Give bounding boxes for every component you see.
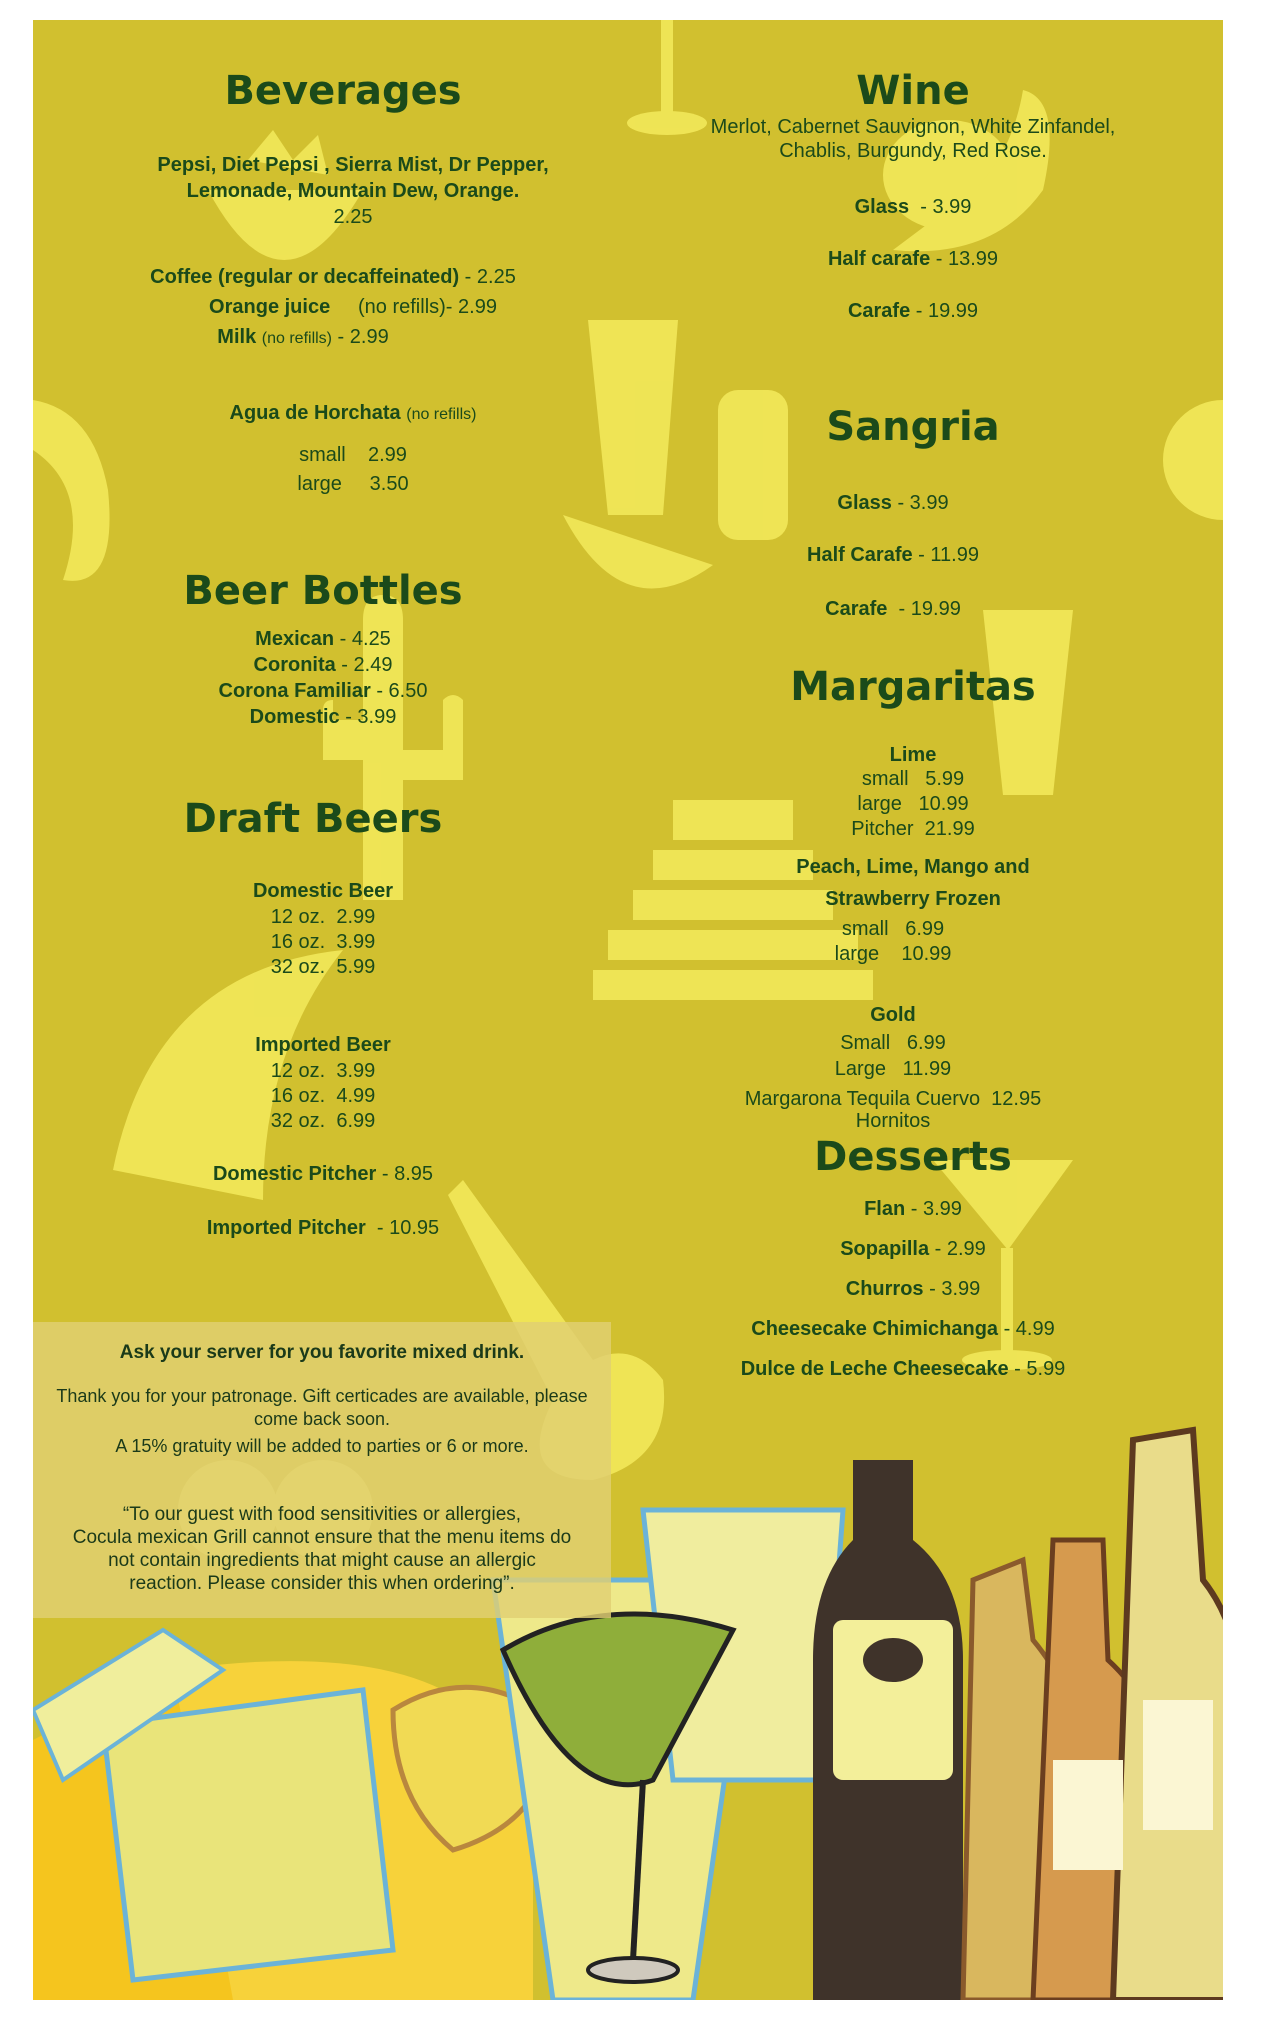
- dessert-name: Cheesecake Chimichanga: [751, 1318, 999, 1340]
- milk-price: - 2.99: [332, 326, 389, 348]
- lime-large: large 10.99: [857, 793, 969, 815]
- horchata-name: Agua de Horchata: [229, 402, 401, 424]
- lime-slice-deco: [563, 515, 713, 588]
- dessert-item-cheesecake-chimichanga: [673, 1318, 1133, 1341]
- beer-item-name: Corona Familiar: [218, 680, 371, 702]
- sangria-carafe-item: [693, 598, 1093, 621]
- draft-beers-heading: Draft Beers: [183, 796, 443, 842]
- domestic-beer-12oz: 12 oz. 2.99: [270, 906, 376, 928]
- margarona-line: Margarona Tequila Cuervo 12.95: [744, 1088, 1042, 1110]
- info-note: [33, 1322, 611, 1618]
- gold-large: Large 11.99: [834, 1058, 952, 1080]
- sangria-half-carafe-price: - 11.99: [912, 544, 979, 566]
- beer-item-price: - 4.25: [334, 628, 391, 650]
- dessert-item-flan: [693, 1198, 1133, 1221]
- lime-pitcher: Pitcher 21.99: [851, 818, 975, 840]
- beer-item-price: - 2.49: [335, 654, 393, 676]
- orange-juice-note: (no refills)- 2.99: [358, 296, 497, 318]
- dessert-price: - 3.99: [905, 1198, 962, 1220]
- coffee-name: Coffee (regular or decaffeinated): [150, 266, 460, 288]
- beer-item-name: Coronita: [253, 654, 336, 676]
- frozen-title-2: Strawberry Frozen: [825, 888, 1001, 910]
- beer-item-corona-familiar: [113, 680, 533, 703]
- wine-varieties-1: Merlot, Cabernet Sauvignon, White Zinfandel,: [710, 116, 1116, 138]
- orange-juice-name: Orange juice: [209, 296, 331, 318]
- lime-small: small 5.99: [861, 768, 965, 790]
- menu-page: [33, 20, 1223, 2000]
- gratuity-text: A 15% gratuity will be added to parties or 6 or more.: [115, 1436, 529, 1456]
- dessert-name: Churros: [845, 1278, 924, 1300]
- horchata-large: large 3.50: [297, 473, 409, 495]
- sangria-half-carafe-item: [693, 544, 1093, 567]
- horchata-note: (no refills): [406, 406, 477, 423]
- beer-item-name: Mexican: [255, 628, 335, 650]
- milk-item: [93, 326, 513, 349]
- coffee-item: [73, 266, 593, 289]
- wine-half-carafe-name: Half carafe: [827, 248, 931, 270]
- dessert-item-dulce-de-leche: [673, 1358, 1133, 1381]
- beer-item-name: Domestic: [249, 706, 340, 728]
- sangria-glass-item: [693, 492, 1093, 515]
- lime-title: Lime: [889, 744, 937, 766]
- ask-server-text: Ask your server for you favorite mixed drink.: [119, 1342, 525, 1363]
- domestic-pitcher-price: - 8.95: [376, 1163, 434, 1185]
- margaritas-heading: Margaritas: [790, 664, 1036, 710]
- domestic-beer-32oz: 32 oz. 5.99: [270, 956, 376, 978]
- beer-item-price: - 6.50: [370, 680, 428, 702]
- dessert-name: Flan: [864, 1198, 906, 1220]
- dessert-item-sopapilla: [693, 1238, 1133, 1261]
- thanks-text-1: Thank you for your patronage. Gift certicades are available, please: [56, 1386, 588, 1406]
- wine-heading: Wine: [856, 68, 970, 114]
- wine-glass-name: Glass: [854, 196, 910, 218]
- domestic-pitcher-name: Domestic Pitcher: [212, 1163, 377, 1185]
- milk-name: Milk: [217, 326, 257, 348]
- sangria-heading: Sangria: [826, 404, 1000, 450]
- allergy-text-4: reaction. Please consider this when ordering”.: [129, 1573, 515, 1594]
- milk-note: (no refills): [261, 330, 332, 347]
- hornitos-line: Hornitos: [855, 1110, 931, 1132]
- domestic-pitcher-item: [113, 1163, 533, 1186]
- horchata-small: small 2.99: [299, 444, 407, 466]
- orange-juice-item: [93, 296, 613, 319]
- dessert-price: - 2.99: [929, 1238, 986, 1260]
- dessert-price: - 5.99: [1008, 1358, 1066, 1380]
- sangria-glass-name: Glass: [837, 492, 892, 514]
- imported-beer-32oz: 32 oz. 6.99: [270, 1110, 376, 1132]
- wine-varieties-2: Chablis, Burgundy, Red Rose.: [779, 140, 1047, 162]
- thanks-text-2: come back soon.: [253, 1409, 391, 1429]
- dessert-name: Dulce de Leche Cheesecake: [740, 1358, 1009, 1380]
- imported-pitcher-price: - 10.95: [365, 1217, 440, 1239]
- sodas-line-1: Pepsi, Diet Pepsi , Sierra Mist, Dr Pepper,: [157, 154, 549, 176]
- gold-small: Small 6.99: [840, 1032, 946, 1054]
- allergy-text-1: “To our guest with food sensitivities or allergies,: [122, 1504, 522, 1525]
- wine-carafe-name: Carafe: [847, 300, 911, 322]
- gold-title: Gold: [870, 1004, 916, 1026]
- soda-price: 2.25: [333, 206, 373, 228]
- frozen-large: large 10.99: [834, 943, 952, 965]
- imported-beer-title: Imported Beer: [255, 1034, 391, 1056]
- dessert-price: - 3.99: [923, 1278, 981, 1300]
- wine-carafe-item: [713, 300, 1113, 323]
- wine-carafe-price: - 19.99: [910, 300, 979, 322]
- beer-item-mexican: [113, 628, 533, 651]
- dessert-price: - 4.99: [998, 1318, 1055, 1340]
- sangria-half-carafe-name: Half Carafe: [807, 544, 913, 566]
- wine-glass-item: [713, 196, 1113, 219]
- desserts-heading: Desserts: [814, 1134, 1012, 1180]
- beer-item-price: - 3.99: [339, 706, 397, 728]
- imported-beer-12oz: 12 oz. 3.99: [270, 1060, 376, 1082]
- beer-item-domestic: [113, 706, 533, 729]
- sodas-line-2: Lemonade, Mountain Dew, Orange.: [186, 180, 520, 202]
- wine-half-carafe-price: - 13.99: [930, 248, 999, 270]
- beer-item-coronita: [113, 654, 533, 677]
- domestic-beer-title: Domestic Beer: [252, 880, 394, 902]
- wine-half-carafe-item: [713, 248, 1113, 271]
- sangria-glass-price: - 3.99: [891, 492, 949, 514]
- imported-pitcher-item: [113, 1217, 533, 1240]
- sangria-carafe-price: - 19.99: [887, 598, 961, 620]
- wine-glass-price: - 3.99: [909, 196, 972, 218]
- allergy-text-2: Cocula mexican Grill cannot ensure that the menu items do: [72, 1527, 572, 1548]
- dessert-name: Sopapilla: [840, 1238, 930, 1260]
- imported-beer-16oz: 16 oz. 4.99: [270, 1085, 376, 1107]
- imported-pitcher-name: Imported Pitcher: [206, 1217, 366, 1239]
- horchata-item: [93, 402, 613, 425]
- frozen-small: small 6.99: [841, 918, 945, 940]
- beverages-heading: Beverages: [224, 68, 462, 114]
- dessert-item-churros: [693, 1278, 1133, 1301]
- beer-bottles-heading: Beer Bottles: [183, 568, 463, 614]
- domestic-beer-16oz: 16 oz. 3.99: [270, 931, 376, 953]
- sangria-carafe-name: Carafe: [825, 598, 888, 620]
- coffee-price: - 2.25: [459, 266, 516, 288]
- frozen-title-1: Peach, Lime, Mango and: [796, 856, 1030, 878]
- wine-glass-stem-deco: [661, 20, 673, 120]
- allergy-text-3: not contain ingredients that might cause an allergic: [108, 1550, 536, 1571]
